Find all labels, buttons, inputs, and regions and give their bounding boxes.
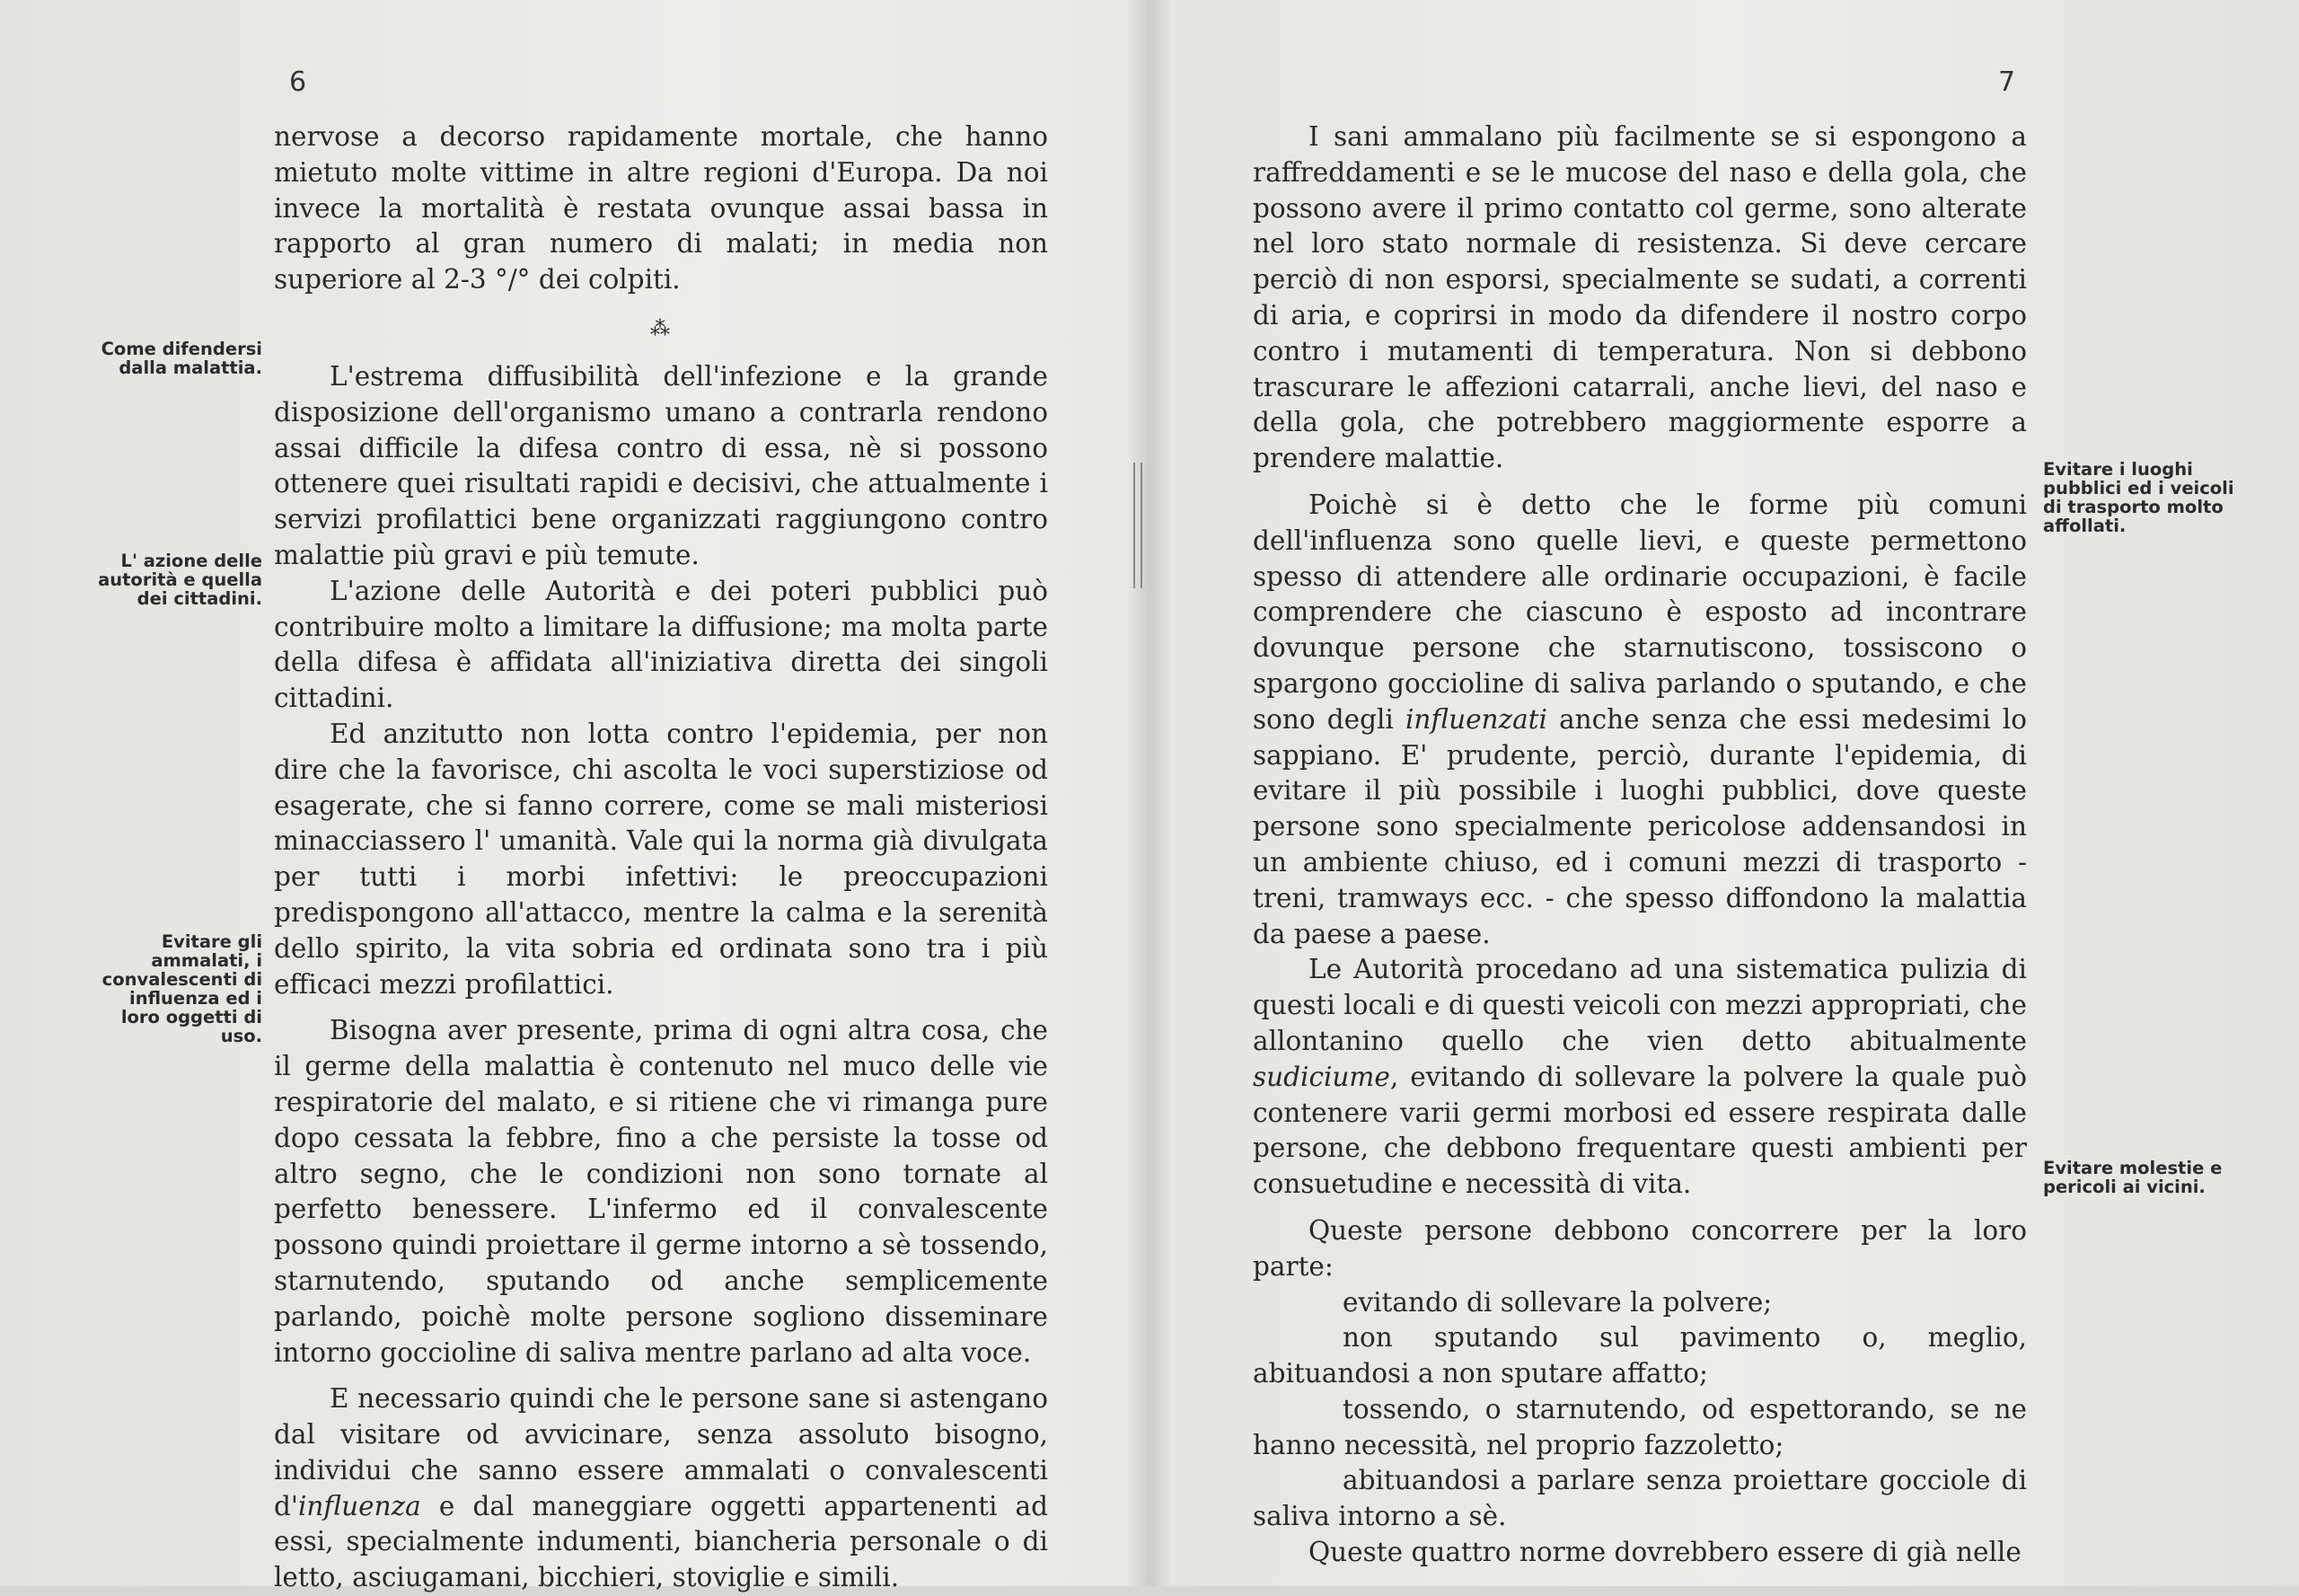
text-run: anche senza che essi medesimi lo sappiano. E' prudente, perciò, durante l'epidemia, di evitare il più possibile i luoghi pubblici, dove queste persone sono specialmente pericolose addensandosi in un ambiente chiuso, ed i comuni mezzi di trasporto - treni, tramways ecc. - che spesso diffondono la malattia da paese a paese. xyxy=(1253,703,2027,949)
italic-term: sudiciume xyxy=(1253,1061,1390,1092)
paragraph: I sani ammalano più facilmente se si espongono a raffreddamenti e se le mucose del naso e della gola, che possono avere il primo contatto col germe, sono alterate nel loro stato normale di resistenza. Si deve cercare perciò di non esporsi, specialmente se sudati, a correnti di aria, e coprirsi in modo da difendere il nostro corpo contro i mutamenti di temperatura. Non si debbono trascurare le affezioni catarrali, anche lievi, del naso e della gola, che potrebbero maggiormente esporre a prendere malattie. xyxy=(1253,121,2027,474)
right-page xyxy=(1136,0,2299,1586)
paragraph xyxy=(274,1381,1048,1596)
list-item: non sputando sul pavimento o, meglio, abituandosi a non sputare affatto; xyxy=(1253,1322,2027,1389)
margin-note: L' azione delle autorità e quella dei cittadini. xyxy=(98,551,262,609)
paragraph: L'azione delle Autorità e dei poteri pubblici può contribuire molto a limitare la diffusione; ma molta parte della difesa è affidata all'iniziativa diretta dei singoli cittadini. xyxy=(274,575,1048,714)
paragraph: Queste quattro norme dovrebbero essere di già nelle xyxy=(1308,1537,2022,1568)
text-run: Le Autorità procedano ad una sistematica pulizia di questi locali e di questi veicoli con mezzi appropriati, che allontanino quello che vien detto abitualmente xyxy=(1253,954,2027,1056)
paragraph: Queste persone debbono concorrere per la loro parte: xyxy=(1253,1214,2027,1282)
list-item: evitando di sollevare la polvere; xyxy=(1343,1286,1773,1318)
margin-note: Evitare i luoghi pubblici ed i veicoli di trasporto molto affollati. xyxy=(2043,459,2234,536)
list-item: tossendo, o starnutendo, od espettorando, se ne hanno necessità, nel proprio fazzoletto; xyxy=(1253,1393,2027,1460)
text-column xyxy=(274,119,1048,1596)
list-item: abituandosi a parlare senza proiettare gocciole di saliva intorno a sè. xyxy=(1253,1465,2027,1532)
paragraph xyxy=(1253,952,2027,1203)
margin-note: Evitare molestie e pericoli ai vicini. xyxy=(2043,1158,2223,1197)
paragraph xyxy=(1253,488,2027,952)
paragraph: Bisogna aver presente, prima di ogni altra cosa, che il germe della malattia è contenuto nel muco delle vie respiratorie del malato, e si ritiene che vi rimanga pure dopo cessata la febbre, fino a che persiste la tosse od altro segno, che le condizioni non sono tornate al perfetto benessere. L'infermo ed il convalescente possono quindi proiettare il germe intorno a sè tossendo, starnutendo, sputando od anche semplicemente parlando, poichè molte persone sogliono disseminare intorno goccioline di saliva mentre parlano ad alta voce. xyxy=(274,1015,1048,1368)
text-run: e dal maneggiare oggetti appartenenti ad essi, specialmente indumenti, biancheria personale o di letto, asciugamani, bicchieri, stoviglie e simili. xyxy=(274,1490,1048,1593)
italic-term: influenzati xyxy=(1405,703,1547,735)
text-column xyxy=(1253,119,2027,1571)
paragraph: L'estrema diffusibilità dell'infezione e la grande disposizione dell'organismo umano a contrarla rendono assai difficile la difesa contro di essa, nè si possono ottenere quei risultati rapidi e decisivi, che attualmente i servizi profilattici bene organizzati raggiungono contro malattie più gravi e più temute. xyxy=(274,360,1048,570)
left-page xyxy=(0,0,1136,1593)
margin-note: Come difendersi dalla malattia. xyxy=(101,339,262,378)
margin-note: Evitare gli ammalati, i convalescenti di influenza ed i loro oggetti di uso. xyxy=(101,931,262,1046)
text-run: Poichè si è detto che le forme più comuni dell'influenza sono quelle lievi, e queste permettono spesso di attendere alle ordinarie occupazioni, è facile comprendere che ciascuno è esposto ad incontrare dovunque persone che starnutiscono, tossiscono o spargono goccioline di saliva parlando o sputando, e che sono degli xyxy=(1253,489,2027,735)
paragraph: Ed anzitutto non lotta contro l'epidemia, per non dire che la favorisce, chi ascolta le voci superstiziose od esagerate, che si fanno correre, come se mali misteriosi minacciassero l' umanità. Vale qui la norma già divulgata per tutti i morbi infettivi: le preoccupazioni predispongono all'attacco, mentre la calma e la serenità dello spirito, la vita sobria ed ordinata sono tra i più efficaci mezzi profilattici. xyxy=(274,718,1048,1000)
page-number: 7 xyxy=(1998,66,2016,98)
italic-term: influenza xyxy=(298,1490,421,1521)
paragraph: nervose a decorso rapidamente mortale, che hanno mietuto molte vittime in altre regioni d'Europa. Da noi invece la mortalità è restata ovunque assai bassa in rapporto al gran numero di malati; in media non superiore al 2-3 °/° dei colpiti. xyxy=(274,121,1048,295)
text-run: , evitando di sollevare la polvere la quale può contenere varii germi morbosi ed essere respirata dalle persone, che debbono frequentare questi ambienti per consuetudine e necessità di vita. xyxy=(1253,1061,2027,1200)
asterism-icon: ⁂ xyxy=(650,317,672,340)
page-number: 6 xyxy=(289,66,307,98)
text-run: E necessario quindi che le persone sane si astengano dal visitare od avvicinare, senza assoluto bisogno, individui che sanno essere ammalati o convalescenti d' xyxy=(274,1383,1048,1521)
